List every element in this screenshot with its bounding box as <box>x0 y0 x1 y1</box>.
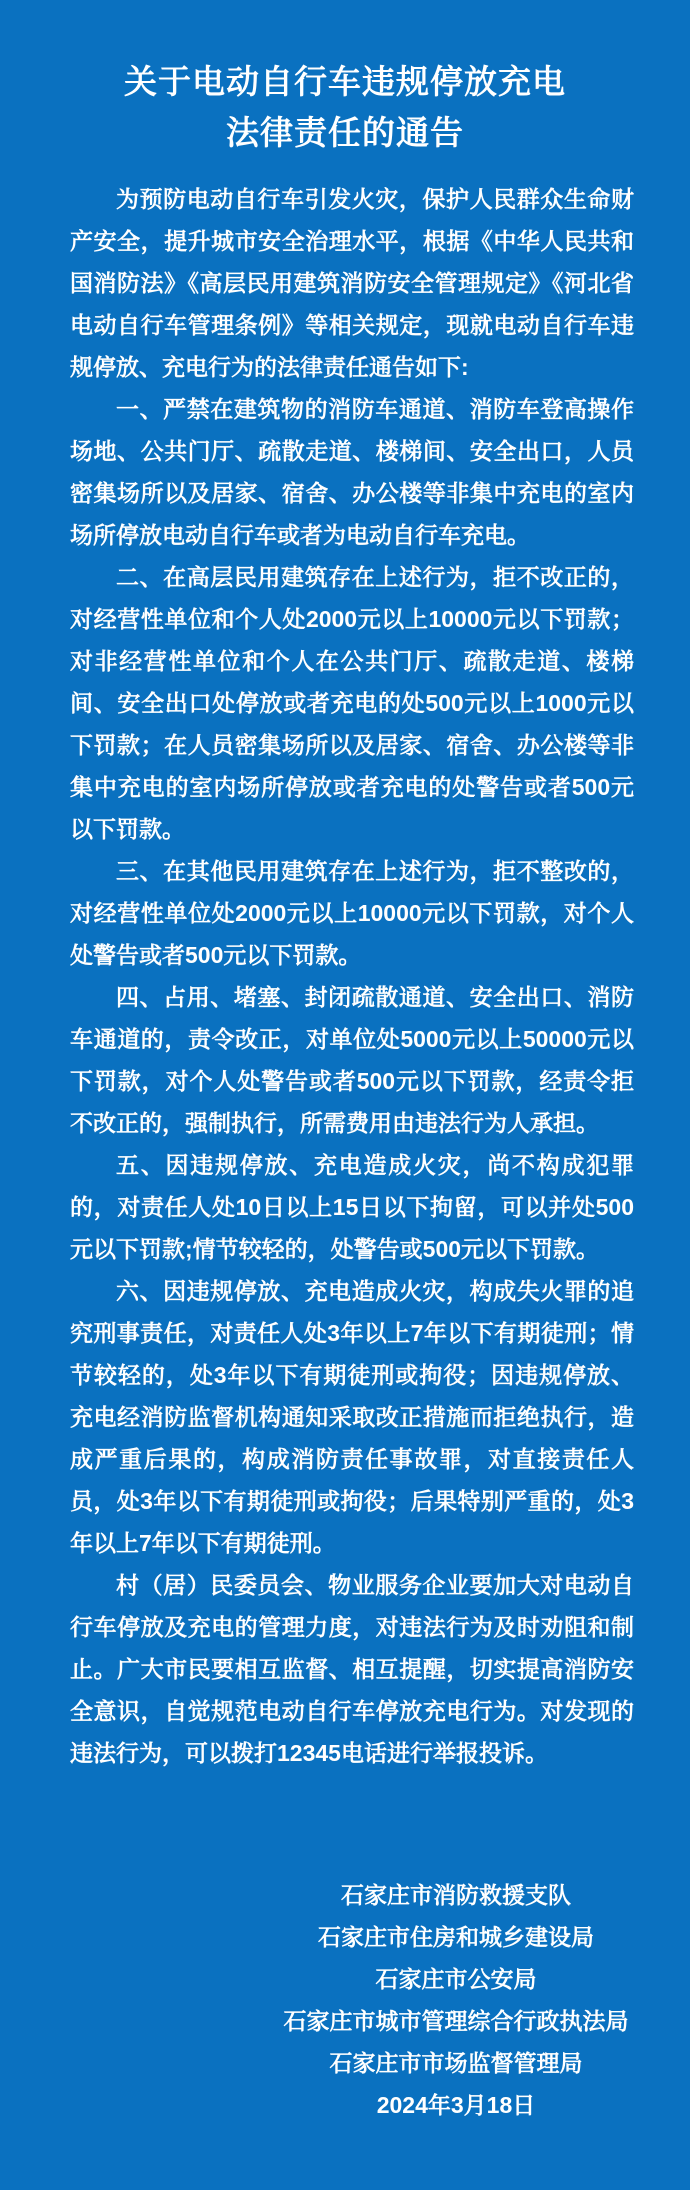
signature-block <box>246 1874 666 2126</box>
title-line-2: 法律责任的通告 <box>226 114 464 151</box>
notice-paragraph-intro: 为预防电动自行车引发火灾，保护人民群众生命财产安全，提升城市安全治理水平，根据《中华人民共和国消防法》《高层民用建筑消防安全管理规定》《河北省电动自行车管理条例》等相关规定，现就电动自行车违规停放、充电行为的法律责任通告如下: <box>70 186 634 380</box>
notice-paragraph-closing: 村（居）民委员会、物业服务企业要加大对电动自行车停放及充电的管理力度，对违法行为及时劝阻和制止。广大市民要相互监督、相互提醒，切实提高消防安全意识，自觉规范电动自行车停放充电行为。对发现的违法行为，可以拨打12345电话进行举报投诉。 <box>70 1572 634 1766</box>
notice-paragraph-item-2: 二、在高层民用建筑存在上述行为，拒不改正的，对经营性单位和个人处2000元以上10000元以下罚款；对非经营性单位和个人在公共门厅、疏散走道、楼梯间、安全出口处停放或者充电的处500元以上1000元以下罚款；在人员密集场所以及居家、宿舍、办公楼等非集中充电的室内场所停放或者充电的处警告或者500元以下罚款。 <box>70 564 634 842</box>
signature-line-housing-bureau: 石家庄市住房和城乡建设局 <box>318 1924 594 1950</box>
notice-paragraph-item-5: 五、因违规停放、充电造成火灾，尚不构成犯罪的，对责任人处10日以上15日以下拘留，可以并处500元以下罚款;情节较轻的，处警告或500元以下罚款。 <box>70 1152 634 1262</box>
notice-paragraph-item-6: 六、因违规停放、充电造成火灾，构成失火罪的追究刑事责任，对责任人处3年以上7年以下有期徒刑；情节较轻的，处3年以下有期徒刑或拘役；因违规停放、充电经消防监督机构通知采取改正措施而拒绝执行，造成严重后果的，构成消防责任事故罪，对直接责任人员，处3年以下有期徒刑或拘役；后果特别严重的，处3年以上7年以下有期徒刑。 <box>70 1278 634 1556</box>
signature-line-market-supervision: 石家庄市市场监督管理局 <box>329 2050 583 2076</box>
notice-date: 2024年3月18日 <box>376 2092 536 2118</box>
notice-title <box>0 56 690 158</box>
signature-line-urban-management: 石家庄市城市管理综合行政执法局 <box>283 2008 629 2034</box>
notice-body <box>0 178 690 1774</box>
title-line-1: 关于电动自行车违规停放充电 <box>124 63 566 100</box>
notice-paragraph-item-4: 四、占用、堵塞、封闭疏散通道、安全出口、消防车通道的，责令改正，对单位处5000元以上50000元以下罚款，对个人处警告或者500元以下罚款，经责令拒不改正的，强制执行，所需费用由违法行为人承担。 <box>70 984 634 1136</box>
notice-paragraph-item-3: 三、在其他民用建筑存在上述行为，拒不整改的，对经营性单位处2000元以上10000元以下罚款，对个人处警告或者500元以下罚款。 <box>70 858 634 968</box>
notice-paragraph-item-1: 一、严禁在建筑物的消防车通道、消防车登高操作场地、公共门厅、疏散走道、楼梯间、安全出口，人员密集场所以及居家、宿舍、办公楼等非集中充电的室内场所停放电动自行车或者为电动自行车充电。 <box>70 396 634 548</box>
signature-line-public-security: 石家庄市公安局 <box>375 1966 537 1992</box>
signature-line-fire-rescue: 石家庄市消防救援支队 <box>341 1882 571 1908</box>
